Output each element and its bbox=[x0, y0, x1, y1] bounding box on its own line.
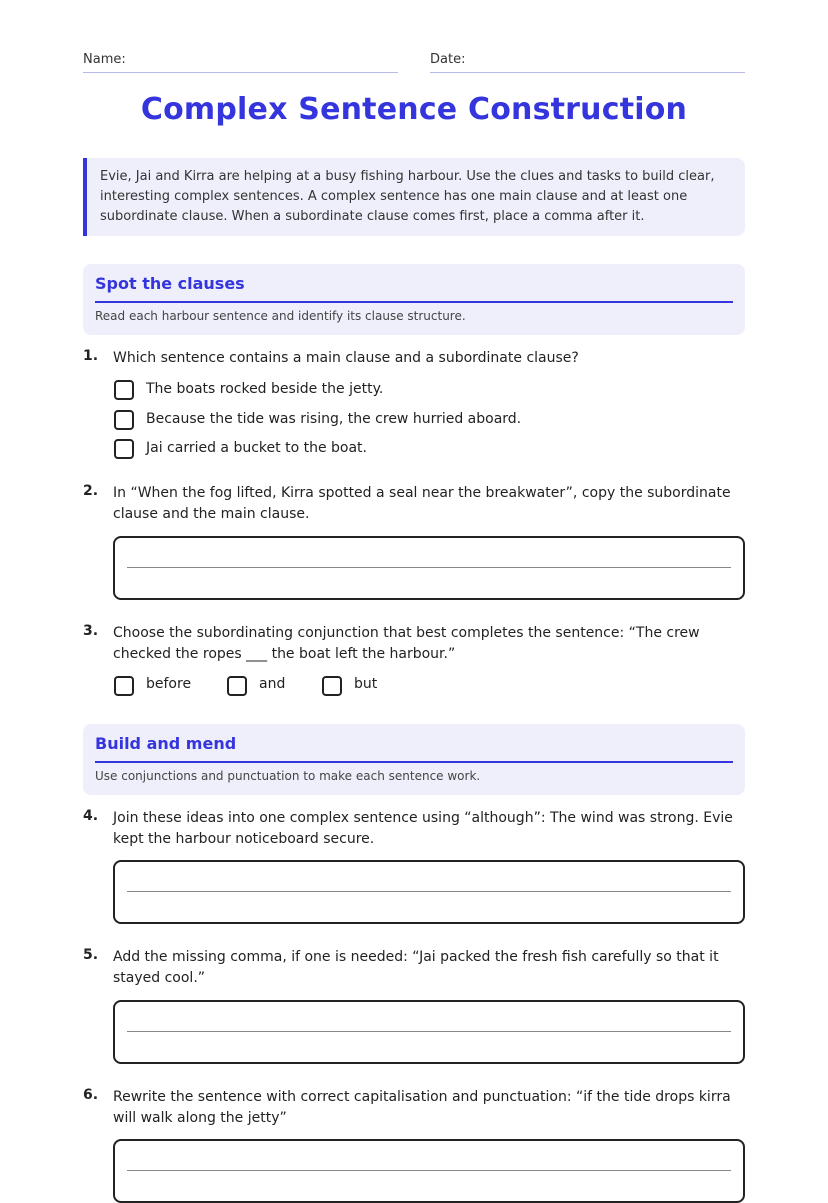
option-label: Jai carried a bucket to the boat. bbox=[146, 440, 367, 456]
question-text: Rewrite the sentence with correct capitalisation and punctuation: “if the tide drops kirra will walk along the jetty” bbox=[113, 1089, 731, 1126]
question-text: In “When the fog lifted, Kirra spotted a seal near the breakwater”, copy the subordinate clause and the main clause. bbox=[113, 485, 731, 522]
checkbox-option[interactable] bbox=[227, 676, 247, 696]
section-spot-the-clauses bbox=[83, 264, 745, 335]
option-label: but bbox=[354, 676, 378, 692]
question-number: 5. bbox=[83, 947, 99, 963]
answer-line bbox=[127, 891, 731, 892]
section-title: Spot the clauses bbox=[95, 264, 733, 303]
question-text: Which sentence contains a main clause and a subordinate clause? bbox=[113, 350, 579, 366]
name-field[interactable] bbox=[83, 72, 398, 73]
checkbox-option[interactable] bbox=[114, 380, 134, 400]
answer-box[interactable] bbox=[113, 860, 745, 924]
intro-panel: Evie, Jai and Kirra are helping at a busy fishing harbour. Use the clues and tasks to build clear, interesting complex sentences. A complex sentence has one main clause and at least one subordinate clause. When a subordinate clause comes first, place a comma after it. bbox=[83, 158, 745, 236]
answer-box[interactable] bbox=[113, 1139, 745, 1203]
checkbox-option[interactable] bbox=[114, 410, 134, 430]
answer-line bbox=[127, 567, 731, 568]
name-label: Name: bbox=[83, 52, 126, 67]
section-build-and-mend bbox=[83, 724, 745, 795]
question-number: 2. bbox=[83, 483, 99, 499]
answer-box[interactable] bbox=[113, 536, 745, 600]
question-number: 4. bbox=[83, 808, 99, 824]
option-label: Because the tide was rising, the crew hurried aboard. bbox=[146, 411, 522, 427]
answer-line bbox=[127, 1031, 731, 1032]
date-label: Date: bbox=[430, 52, 466, 67]
option-label: before bbox=[146, 676, 192, 692]
checkbox-option[interactable] bbox=[114, 676, 134, 696]
question-number: 3. bbox=[83, 623, 99, 639]
question-text: Add the missing comma, if one is needed: “Jai packed the fresh fish carefully so that it stayed cool.” bbox=[113, 949, 719, 986]
checkbox-option[interactable] bbox=[114, 439, 134, 459]
option-label: and bbox=[259, 676, 286, 692]
question-number: 6. bbox=[83, 1087, 99, 1103]
section-subtitle: Read each harbour sentence and identify its clause structure. bbox=[95, 309, 466, 323]
answer-box[interactable] bbox=[113, 1000, 745, 1064]
page-title: Complex Sentence Construction bbox=[140, 92, 688, 127]
checkbox-option[interactable] bbox=[322, 676, 342, 696]
section-title: Build and mend bbox=[95, 724, 733, 763]
question-text: Join these ideas into one complex sentence using “although”: The wind was strong. Evie kept the harbour noticeboard secure. bbox=[113, 810, 733, 847]
question-text: Choose the subordinating conjunction that best completes the sentence: “The crew checked the ropes ___ the boat left the harbour.” bbox=[113, 625, 700, 662]
option-label: The boats rocked beside the jetty. bbox=[146, 381, 384, 397]
section-subtitle: Use conjunctions and punctuation to make each sentence work. bbox=[95, 769, 481, 783]
date-field[interactable] bbox=[430, 72, 745, 73]
question-number: 1. bbox=[83, 348, 99, 364]
